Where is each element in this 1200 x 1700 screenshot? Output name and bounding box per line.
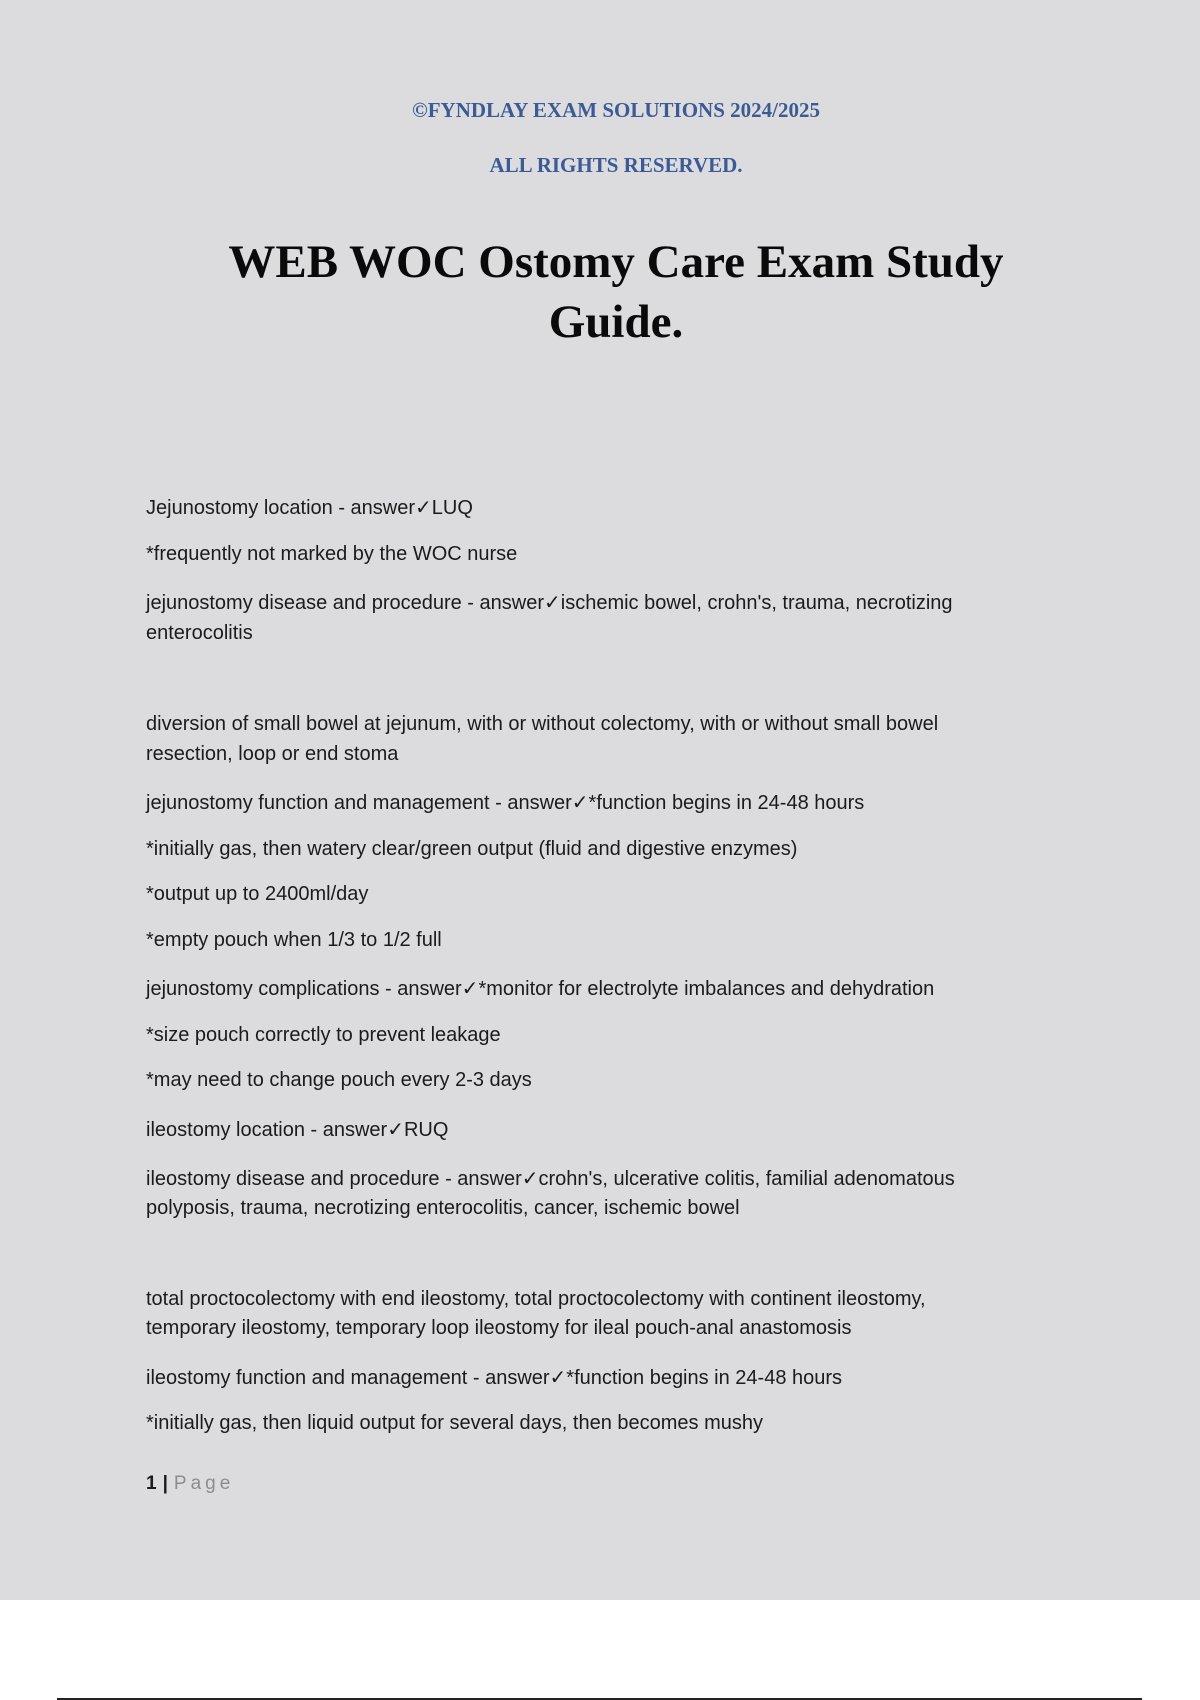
text-line: resection, loop or end stoma <box>146 743 399 765</box>
text-line: ileostomy function and management - answer✓*function begins in 24-48 hours <box>146 1367 843 1389</box>
text-line: jejunostomy disease and procedure - answer✓ischemic bowel, crohn's, trauma, necrotizing <box>146 592 953 614</box>
text-line: Jejunostomy location - answer✓LUQ <box>146 497 473 519</box>
title-line-2: Guide. <box>548 296 684 348</box>
text-line: *initially gas, then liquid output for several days, then becomes mushy <box>146 1412 764 1434</box>
text-line: *empty pouch when 1/3 to 1/2 full <box>146 929 442 951</box>
text-line: jejunostomy complications - answer✓*monitor for electrolyte imbalances and dehydration <box>146 978 935 1000</box>
text-line: ileostomy disease and procedure - answer✓crohn's, ulcerative colitis, familial adenomatous <box>146 1168 955 1190</box>
title-line-1: WEB WOC Ostomy Care Exam Study <box>228 236 1004 288</box>
text-line: jejunostomy function and management - answer✓*function begins in 24-48 hours <box>146 792 865 814</box>
text-line: enterocolitis <box>146 622 253 644</box>
text-line: *size pouch correctly to prevent leakage <box>146 1024 501 1046</box>
text-line: *may need to change pouch every 2-3 days <box>146 1069 532 1091</box>
page-number: 1 <box>146 1473 157 1494</box>
footer-separator: | <box>162 1473 168 1494</box>
rights-reserved-notice: ALL RIGHTS RESERVED. <box>489 153 743 177</box>
text-line: *frequently not marked by the WOC nurse <box>146 543 518 565</box>
text-line: polyposis, trauma, necrotizing enterocolitis, cancer, ischemic bowel <box>146 1197 740 1219</box>
copyright-notice: ©FYNDLAY EXAM SOLUTIONS 2024/2025 <box>412 98 820 122</box>
text-line: temporary ileostomy, temporary loop ileostomy for ileal pouch-anal anastomosis <box>146 1317 852 1339</box>
text-line: ileostomy location - answer✓RUQ <box>146 1119 449 1141</box>
page-label: Page <box>173 1473 235 1494</box>
document-title <box>150 232 1082 352</box>
text-line: *initially gas, then watery clear/green output (fluid and digestive enzymes) <box>146 838 798 860</box>
text-line: total proctocolectomy with end ileostomy, total proctocolectomy with continent ileostomy, <box>146 1288 926 1310</box>
text-line: *output up to 2400ml/day <box>146 883 369 905</box>
text-line: diversion of small bowel at jejunum, with or without colectomy, with or without small bowel <box>146 713 939 735</box>
page-footer <box>146 1473 234 1495</box>
